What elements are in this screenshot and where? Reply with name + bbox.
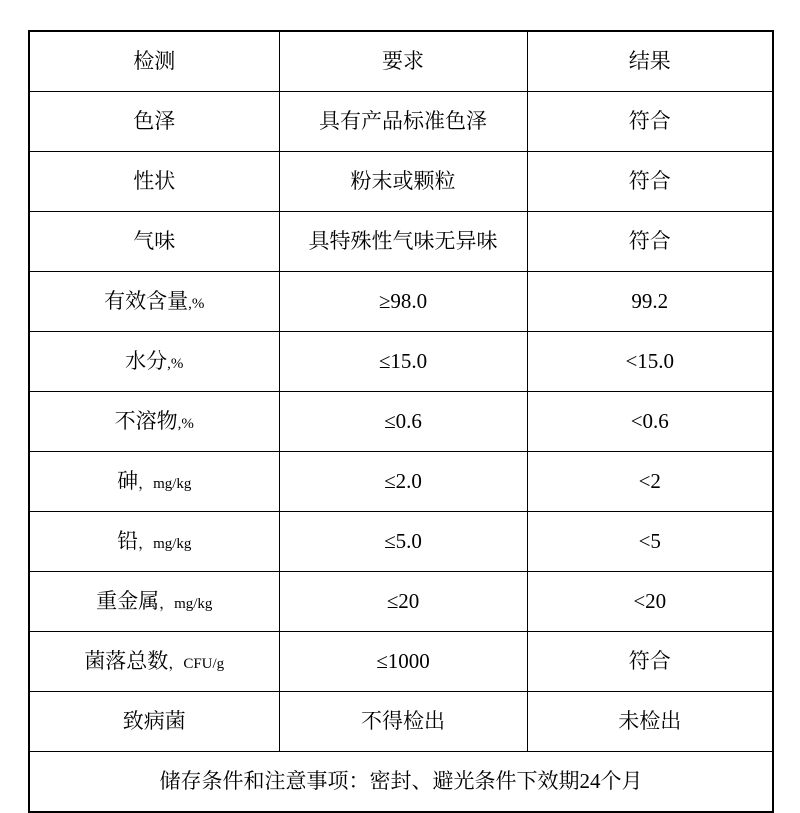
cell-result: 99.2 bbox=[527, 272, 773, 332]
cell-requirement: 粉末或颗粒 bbox=[279, 152, 527, 212]
cell-requirement: 不得检出 bbox=[279, 692, 527, 752]
cell-result: <2 bbox=[527, 452, 773, 512]
cell-item: 铅，mg/kg bbox=[29, 512, 279, 572]
cell-result: 符合 bbox=[527, 92, 773, 152]
cell-item: 菌落总数，CFU/g bbox=[29, 632, 279, 692]
cell-item: 色泽 bbox=[29, 92, 279, 152]
table-footer-row bbox=[29, 752, 773, 813]
cell-requirement: ≤15.0 bbox=[279, 332, 527, 392]
cell-item: 重金属，mg/kg bbox=[29, 572, 279, 632]
cell-requirement: ≤0.6 bbox=[279, 392, 527, 452]
cell-result: <0.6 bbox=[527, 392, 773, 452]
cell-requirement: ≤1000 bbox=[279, 632, 527, 692]
cell-requirement: ≤20 bbox=[279, 572, 527, 632]
cell-result: 符合 bbox=[527, 212, 773, 272]
cell-requirement: ≥98.0 bbox=[279, 272, 527, 332]
cell-result: 符合 bbox=[527, 152, 773, 212]
cell-requirement: ≤5.0 bbox=[279, 512, 527, 572]
cell-item: 砷，mg/kg bbox=[29, 452, 279, 512]
storage-note: 储存条件和注意事项：密封、避光条件下效期24个月 bbox=[29, 752, 773, 813]
table-row bbox=[29, 512, 773, 572]
cell-item: 气味 bbox=[29, 212, 279, 272]
table-row bbox=[29, 212, 773, 272]
column-header-requirement: 要求 bbox=[279, 31, 527, 92]
cell-item: 不溶物,% bbox=[29, 392, 279, 452]
cell-requirement: 具特殊性气味无异味 bbox=[279, 212, 527, 272]
table-row bbox=[29, 452, 773, 512]
specification-table bbox=[28, 30, 774, 813]
cell-result: <20 bbox=[527, 572, 773, 632]
cell-result: 未检出 bbox=[527, 692, 773, 752]
cell-result: <15.0 bbox=[527, 332, 773, 392]
cell-item: 有效含量,% bbox=[29, 272, 279, 332]
cell-result: <5 bbox=[527, 512, 773, 572]
spec-table-wrapper bbox=[28, 30, 772, 813]
cell-item: 致病菌 bbox=[29, 692, 279, 752]
cell-item: 水分,% bbox=[29, 332, 279, 392]
table-row bbox=[29, 152, 773, 212]
table-row bbox=[29, 692, 773, 752]
table-row bbox=[29, 272, 773, 332]
table-row bbox=[29, 392, 773, 452]
table-row bbox=[29, 332, 773, 392]
cell-result: 符合 bbox=[527, 632, 773, 692]
column-header-result: 结果 bbox=[527, 31, 773, 92]
cell-requirement: ≤2.0 bbox=[279, 452, 527, 512]
table-header-row bbox=[29, 31, 773, 92]
table-row bbox=[29, 572, 773, 632]
cell-requirement: 具有产品标准色泽 bbox=[279, 92, 527, 152]
table-row bbox=[29, 632, 773, 692]
table-row bbox=[29, 92, 773, 152]
column-header-item: 检测 bbox=[29, 31, 279, 92]
cell-item: 性状 bbox=[29, 152, 279, 212]
